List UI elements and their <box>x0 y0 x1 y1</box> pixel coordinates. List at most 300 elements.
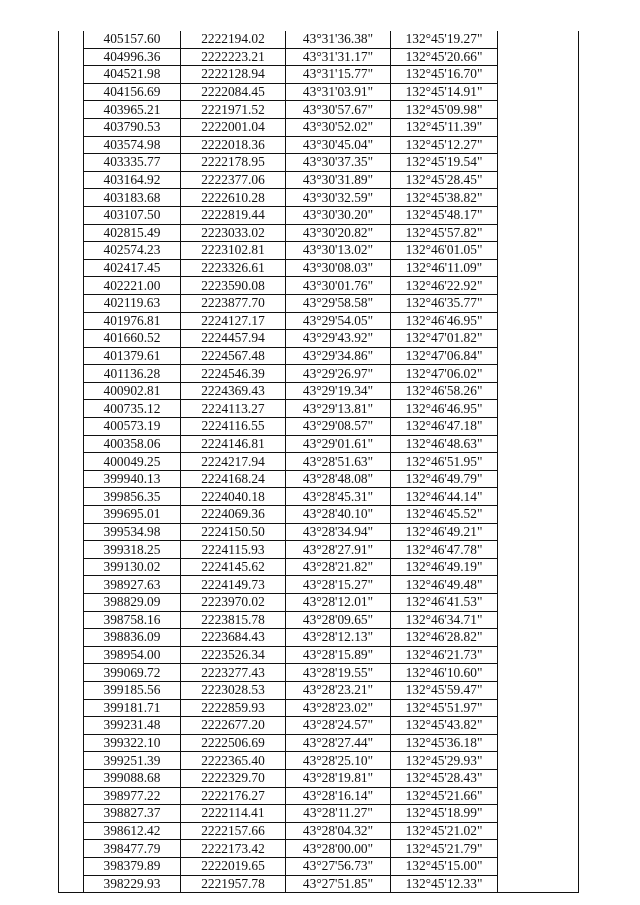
cell-y-coordinate: 2224113.27 <box>181 400 286 418</box>
row-margin-right <box>498 31 579 48</box>
cell-x-coordinate: 403335.77 <box>84 154 181 172</box>
cell-x-coordinate: 399130.02 <box>84 558 181 576</box>
row-margin-left <box>59 294 84 312</box>
row-margin-right <box>498 347 579 365</box>
table-row <box>59 189 579 207</box>
table-row <box>59 83 579 101</box>
cell-longitude: 132°46'51.95" <box>391 453 498 471</box>
cell-y-coordinate: 2222157.66 <box>181 822 286 840</box>
table-row <box>59 576 579 594</box>
cell-y-coordinate: 2222329.70 <box>181 769 286 787</box>
cell-x-coordinate: 403965.21 <box>84 101 181 119</box>
row-margin-left <box>59 822 84 840</box>
row-margin-right <box>498 488 579 506</box>
row-margin-right <box>498 594 579 612</box>
row-margin-right <box>498 312 579 330</box>
table-row <box>59 277 579 295</box>
row-margin-left <box>59 277 84 295</box>
cell-x-coordinate: 399856.35 <box>84 488 181 506</box>
cell-y-coordinate: 2222223.21 <box>181 48 286 66</box>
cell-latitude: 43°30'57.67" <box>286 101 391 119</box>
row-margin-left <box>59 576 84 594</box>
table-row <box>59 101 579 119</box>
row-margin-left <box>59 189 84 207</box>
cell-x-coordinate: 403790.53 <box>84 118 181 136</box>
row-margin-left <box>59 506 84 524</box>
row-margin-left <box>59 347 84 365</box>
cell-y-coordinate: 2221957.78 <box>181 875 286 893</box>
cell-latitude: 43°28'19.55" <box>286 664 391 682</box>
row-margin-left <box>59 66 84 84</box>
table-row <box>59 400 579 418</box>
cell-latitude: 43°29'43.92" <box>286 330 391 348</box>
cell-latitude: 43°28'24.57" <box>286 717 391 735</box>
table-row <box>59 171 579 189</box>
table-row <box>59 506 579 524</box>
cell-longitude: 132°45'09.98" <box>391 101 498 119</box>
cell-y-coordinate: 2224546.39 <box>181 365 286 383</box>
cell-latitude: 43°31'31.17" <box>286 48 391 66</box>
table-row <box>59 594 579 612</box>
row-margin-right <box>498 787 579 805</box>
row-margin-right <box>498 576 579 594</box>
row-margin-left <box>59 330 84 348</box>
cell-x-coordinate: 402815.49 <box>84 224 181 242</box>
cell-latitude: 43°28'51.63" <box>286 453 391 471</box>
cell-x-coordinate: 401660.52 <box>84 330 181 348</box>
cell-x-coordinate: 399251.39 <box>84 752 181 770</box>
cell-y-coordinate: 2224149.73 <box>181 576 286 594</box>
cell-x-coordinate: 399695.01 <box>84 506 181 524</box>
cell-latitude: 43°30'13.02" <box>286 242 391 260</box>
row-margin-left <box>59 699 84 717</box>
table-row <box>59 312 579 330</box>
table-row <box>59 875 579 893</box>
cell-x-coordinate: 399318.25 <box>84 541 181 559</box>
row-margin-right <box>498 330 579 348</box>
cell-y-coordinate: 2224150.50 <box>181 523 286 541</box>
row-margin-left <box>59 224 84 242</box>
table-row <box>59 418 579 436</box>
cell-longitude: 132°45'19.27" <box>391 31 498 48</box>
table-row <box>59 330 579 348</box>
row-margin-right <box>498 629 579 647</box>
table-row <box>59 259 579 277</box>
cell-latitude: 43°30'20.82" <box>286 224 391 242</box>
row-margin-right <box>498 523 579 541</box>
cell-latitude: 43°29'34.86" <box>286 347 391 365</box>
cell-y-coordinate: 2222128.94 <box>181 66 286 84</box>
cell-x-coordinate: 401976.81 <box>84 312 181 330</box>
cell-y-coordinate: 2222377.06 <box>181 171 286 189</box>
cell-y-coordinate: 2222084.45 <box>181 83 286 101</box>
row-margin-left <box>59 101 84 119</box>
table-row <box>59 857 579 875</box>
cell-x-coordinate: 399181.71 <box>84 699 181 717</box>
cell-latitude: 43°28'40.10" <box>286 506 391 524</box>
row-margin-right <box>498 752 579 770</box>
cell-longitude: 132°45'28.45" <box>391 171 498 189</box>
row-margin-left <box>59 400 84 418</box>
cell-x-coordinate: 399322.10 <box>84 734 181 752</box>
cell-longitude: 132°45'51.97" <box>391 699 498 717</box>
cell-x-coordinate: 403164.92 <box>84 171 181 189</box>
cell-y-coordinate: 2222114.41 <box>181 805 286 823</box>
cell-latitude: 43°27'56.73" <box>286 857 391 875</box>
cell-longitude: 132°46'48.63" <box>391 435 498 453</box>
cell-latitude: 43°30'01.76" <box>286 277 391 295</box>
row-margin-right <box>498 242 579 260</box>
cell-latitude: 43°28'27.91" <box>286 541 391 559</box>
table-row <box>59 31 579 48</box>
cell-longitude: 132°46'28.82" <box>391 629 498 647</box>
row-margin-right <box>498 822 579 840</box>
table-row <box>59 664 579 682</box>
cell-longitude: 132°45'20.66" <box>391 48 498 66</box>
cell-y-coordinate: 2222173.42 <box>181 840 286 858</box>
cell-y-coordinate: 2222677.20 <box>181 717 286 735</box>
row-margin-right <box>498 206 579 224</box>
row-margin-right <box>498 365 579 383</box>
cell-longitude: 132°47'01.82" <box>391 330 498 348</box>
row-margin-left <box>59 312 84 330</box>
cell-longitude: 132°46'47.78" <box>391 541 498 559</box>
cell-latitude: 43°28'12.01" <box>286 594 391 612</box>
cell-y-coordinate: 2224069.36 <box>181 506 286 524</box>
row-margin-right <box>498 875 579 893</box>
row-margin-right <box>498 541 579 559</box>
cell-longitude: 132°47'06.02" <box>391 365 498 383</box>
row-margin-left <box>59 787 84 805</box>
table-row <box>59 840 579 858</box>
row-margin-left <box>59 717 84 735</box>
cell-longitude: 132°45'21.79" <box>391 840 498 858</box>
cell-latitude: 43°28'48.08" <box>286 470 391 488</box>
row-margin-left <box>59 470 84 488</box>
cell-latitude: 43°31'03.91" <box>286 83 391 101</box>
cell-longitude: 132°46'46.95" <box>391 400 498 418</box>
cell-x-coordinate: 398477.79 <box>84 840 181 858</box>
row-margin-right <box>498 506 579 524</box>
cell-x-coordinate: 402574.23 <box>84 242 181 260</box>
cell-y-coordinate: 2224369.43 <box>181 382 286 400</box>
cell-latitude: 43°28'15.27" <box>286 576 391 594</box>
row-margin-right <box>498 189 579 207</box>
cell-y-coordinate: 2222194.02 <box>181 31 286 48</box>
cell-longitude: 132°45'21.66" <box>391 787 498 805</box>
row-margin-left <box>59 31 84 48</box>
row-margin-left <box>59 681 84 699</box>
cell-x-coordinate: 398927.63 <box>84 576 181 594</box>
cell-longitude: 132°45'15.00" <box>391 857 498 875</box>
row-margin-left <box>59 453 84 471</box>
cell-latitude: 43°30'52.02" <box>286 118 391 136</box>
cell-y-coordinate: 2224168.24 <box>181 470 286 488</box>
cell-x-coordinate: 398758.16 <box>84 611 181 629</box>
cell-x-coordinate: 398829.09 <box>84 594 181 612</box>
row-margin-left <box>59 171 84 189</box>
cell-x-coordinate: 404156.69 <box>84 83 181 101</box>
cell-y-coordinate: 2223033.02 <box>181 224 286 242</box>
cell-x-coordinate: 399088.68 <box>84 769 181 787</box>
row-margin-right <box>498 418 579 436</box>
cell-latitude: 43°31'15.77" <box>286 66 391 84</box>
cell-longitude: 132°45'21.02" <box>391 822 498 840</box>
cell-y-coordinate: 2222819.44 <box>181 206 286 224</box>
row-margin-right <box>498 277 579 295</box>
cell-latitude: 43°28'16.14" <box>286 787 391 805</box>
cell-x-coordinate: 400573.19 <box>84 418 181 436</box>
cell-y-coordinate: 2222178.95 <box>181 154 286 172</box>
cell-y-coordinate: 2223277.43 <box>181 664 286 682</box>
table-row <box>59 769 579 787</box>
row-margin-left <box>59 734 84 752</box>
cell-y-coordinate: 2223684.43 <box>181 629 286 647</box>
cell-longitude: 132°46'10.60" <box>391 664 498 682</box>
cell-x-coordinate: 405157.60 <box>84 31 181 48</box>
cell-x-coordinate: 402417.45 <box>84 259 181 277</box>
cell-longitude: 132°46'44.14" <box>391 488 498 506</box>
cell-longitude: 132°45'18.99" <box>391 805 498 823</box>
cell-latitude: 43°28'23.21" <box>286 681 391 699</box>
cell-y-coordinate: 2223102.81 <box>181 242 286 260</box>
cell-latitude: 43°28'04.32" <box>286 822 391 840</box>
cell-longitude: 132°45'59.47" <box>391 681 498 699</box>
cell-y-coordinate: 2224567.48 <box>181 347 286 365</box>
cell-y-coordinate: 2222506.69 <box>181 734 286 752</box>
cell-latitude: 43°28'27.44" <box>286 734 391 752</box>
cell-longitude: 132°46'22.92" <box>391 277 498 295</box>
cell-latitude: 43°31'36.38" <box>286 31 391 48</box>
row-margin-right <box>498 118 579 136</box>
cell-longitude: 132°45'36.18" <box>391 734 498 752</box>
coordinate-table <box>58 31 579 893</box>
cell-y-coordinate: 2222018.36 <box>181 136 286 154</box>
row-margin-left <box>59 488 84 506</box>
cell-longitude: 132°47'06.84" <box>391 347 498 365</box>
cell-y-coordinate: 2223877.70 <box>181 294 286 312</box>
cell-y-coordinate: 2221971.52 <box>181 101 286 119</box>
cell-longitude: 132°45'29.93" <box>391 752 498 770</box>
row-margin-left <box>59 523 84 541</box>
cell-y-coordinate: 2222365.40 <box>181 752 286 770</box>
cell-y-coordinate: 2222001.04 <box>181 118 286 136</box>
cell-latitude: 43°28'21.82" <box>286 558 391 576</box>
document-page <box>58 31 578 891</box>
table-row <box>59 541 579 559</box>
row-margin-left <box>59 365 84 383</box>
row-margin-right <box>498 83 579 101</box>
cell-x-coordinate: 399534.98 <box>84 523 181 541</box>
cell-longitude: 132°46'49.79" <box>391 470 498 488</box>
row-margin-right <box>498 769 579 787</box>
cell-x-coordinate: 398379.89 <box>84 857 181 875</box>
row-margin-left <box>59 558 84 576</box>
row-margin-right <box>498 857 579 875</box>
cell-latitude: 43°28'15.89" <box>286 646 391 664</box>
table-row <box>59 136 579 154</box>
table-row <box>59 488 579 506</box>
cell-latitude: 43°30'08.03" <box>286 259 391 277</box>
cell-latitude: 43°30'31.89" <box>286 171 391 189</box>
cell-x-coordinate: 398229.93 <box>84 875 181 893</box>
row-margin-right <box>498 734 579 752</box>
cell-y-coordinate: 2222859.93 <box>181 699 286 717</box>
table-row <box>59 242 579 260</box>
table-row <box>59 752 579 770</box>
table-row <box>59 347 579 365</box>
row-margin-right <box>498 66 579 84</box>
cell-x-coordinate: 401136.28 <box>84 365 181 383</box>
row-margin-right <box>498 470 579 488</box>
cell-y-coordinate: 2224115.93 <box>181 541 286 559</box>
cell-longitude: 132°46'49.21" <box>391 523 498 541</box>
cell-y-coordinate: 2224146.81 <box>181 435 286 453</box>
row-margin-left <box>59 857 84 875</box>
cell-x-coordinate: 399069.72 <box>84 664 181 682</box>
cell-latitude: 43°28'25.10" <box>286 752 391 770</box>
cell-latitude: 43°30'30.20" <box>286 206 391 224</box>
table-row <box>59 734 579 752</box>
table-row <box>59 822 579 840</box>
cell-longitude: 132°45'28.43" <box>391 769 498 787</box>
row-margin-left <box>59 664 84 682</box>
row-margin-left <box>59 136 84 154</box>
row-margin-left <box>59 242 84 260</box>
cell-latitude: 43°28'45.31" <box>286 488 391 506</box>
cell-longitude: 132°46'11.09" <box>391 259 498 277</box>
cell-x-coordinate: 400735.12 <box>84 400 181 418</box>
row-margin-left <box>59 594 84 612</box>
row-margin-right <box>498 611 579 629</box>
cell-x-coordinate: 403183.68 <box>84 189 181 207</box>
cell-x-coordinate: 398954.00 <box>84 646 181 664</box>
table-row <box>59 365 579 383</box>
coordinate-table-body <box>59 31 579 893</box>
row-margin-left <box>59 629 84 647</box>
row-margin-right <box>498 224 579 242</box>
cell-y-coordinate: 2223526.34 <box>181 646 286 664</box>
table-row <box>59 558 579 576</box>
cell-x-coordinate: 404996.36 <box>84 48 181 66</box>
cell-longitude: 132°45'16.70" <box>391 66 498 84</box>
row-margin-right <box>498 717 579 735</box>
cell-longitude: 132°46'58.26" <box>391 382 498 400</box>
table-row <box>59 294 579 312</box>
cell-x-coordinate: 403107.50 <box>84 206 181 224</box>
cell-y-coordinate: 2224217.94 <box>181 453 286 471</box>
row-margin-right <box>498 154 579 172</box>
cell-x-coordinate: 400902.81 <box>84 382 181 400</box>
row-margin-right <box>498 171 579 189</box>
cell-latitude: 43°29'01.61" <box>286 435 391 453</box>
table-row <box>59 699 579 717</box>
cell-latitude: 43°28'11.27" <box>286 805 391 823</box>
cell-latitude: 43°28'00.00" <box>286 840 391 858</box>
cell-longitude: 132°45'43.82" <box>391 717 498 735</box>
cell-y-coordinate: 2222176.27 <box>181 787 286 805</box>
row-margin-right <box>498 664 579 682</box>
row-margin-left <box>59 48 84 66</box>
row-margin-left <box>59 259 84 277</box>
cell-longitude: 132°45'38.82" <box>391 189 498 207</box>
cell-latitude: 43°29'13.81" <box>286 400 391 418</box>
cell-y-coordinate: 2224040.18 <box>181 488 286 506</box>
table-row <box>59 646 579 664</box>
cell-longitude: 132°45'11.39" <box>391 118 498 136</box>
row-margin-right <box>498 646 579 664</box>
table-row <box>59 206 579 224</box>
row-margin-left <box>59 769 84 787</box>
row-margin-left <box>59 752 84 770</box>
cell-x-coordinate: 402221.00 <box>84 277 181 295</box>
row-margin-right <box>498 48 579 66</box>
cell-x-coordinate: 398836.09 <box>84 629 181 647</box>
cell-longitude: 132°46'35.77" <box>391 294 498 312</box>
cell-latitude: 43°28'09.65" <box>286 611 391 629</box>
row-margin-left <box>59 418 84 436</box>
cell-y-coordinate: 2224116.55 <box>181 418 286 436</box>
table-row <box>59 805 579 823</box>
cell-latitude: 43°29'58.58" <box>286 294 391 312</box>
row-margin-right <box>498 101 579 119</box>
row-margin-left <box>59 154 84 172</box>
row-margin-left <box>59 875 84 893</box>
cell-longitude: 132°45'12.27" <box>391 136 498 154</box>
cell-y-coordinate: 2223326.61 <box>181 259 286 277</box>
row-margin-right <box>498 681 579 699</box>
cell-y-coordinate: 2224145.62 <box>181 558 286 576</box>
cell-y-coordinate: 2223970.02 <box>181 594 286 612</box>
table-row <box>59 48 579 66</box>
cell-x-coordinate: 399231.48 <box>84 717 181 735</box>
row-margin-right <box>498 558 579 576</box>
row-margin-left <box>59 805 84 823</box>
cell-latitude: 43°29'26.97" <box>286 365 391 383</box>
cell-x-coordinate: 402119.63 <box>84 294 181 312</box>
table-row <box>59 118 579 136</box>
row-margin-right <box>498 435 579 453</box>
row-margin-right <box>498 453 579 471</box>
cell-latitude: 43°28'19.81" <box>286 769 391 787</box>
table-row <box>59 681 579 699</box>
cell-y-coordinate: 2222019.65 <box>181 857 286 875</box>
cell-longitude: 132°45'12.33" <box>391 875 498 893</box>
cell-longitude: 132°46'47.18" <box>391 418 498 436</box>
table-row <box>59 611 579 629</box>
table-row <box>59 66 579 84</box>
cell-longitude: 132°45'19.54" <box>391 154 498 172</box>
row-margin-left <box>59 611 84 629</box>
row-margin-left <box>59 541 84 559</box>
cell-latitude: 43°30'45.04" <box>286 136 391 154</box>
row-margin-left <box>59 840 84 858</box>
cell-y-coordinate: 2224127.17 <box>181 312 286 330</box>
row-margin-right <box>498 805 579 823</box>
cell-x-coordinate: 404521.98 <box>84 66 181 84</box>
cell-x-coordinate: 398977.22 <box>84 787 181 805</box>
table-row <box>59 470 579 488</box>
cell-longitude: 132°46'45.52" <box>391 506 498 524</box>
cell-x-coordinate: 403574.98 <box>84 136 181 154</box>
table-row <box>59 224 579 242</box>
cell-longitude: 132°46'21.73" <box>391 646 498 664</box>
cell-longitude: 132°46'34.71" <box>391 611 498 629</box>
cell-longitude: 132°46'41.53" <box>391 594 498 612</box>
row-margin-right <box>498 294 579 312</box>
cell-latitude: 43°30'37.35" <box>286 154 391 172</box>
row-margin-left <box>59 83 84 101</box>
